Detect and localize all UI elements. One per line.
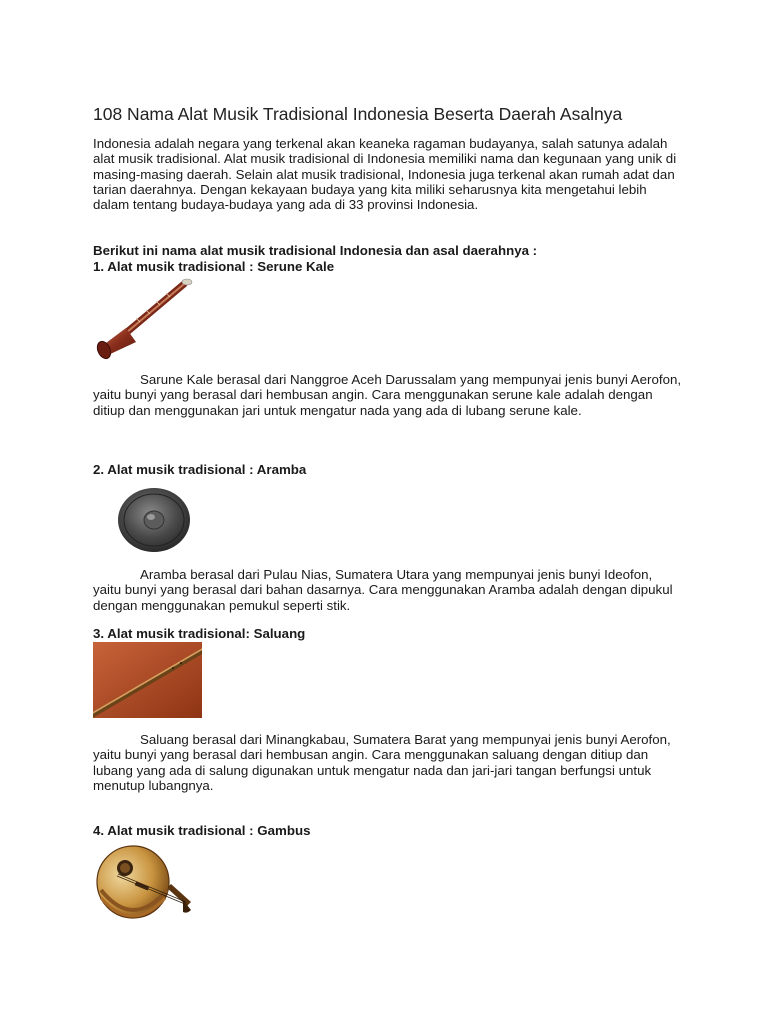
saluang-text: Saluang berasal dari Minangkabau, Sumatera Barat yang mempunyai jenis bunyi Aerofon, yaitu bunyi yang berasal dari hembusan angin. Cara menggunakan saluang dengan ditiup dan lubang yang ada di salung digunakan untuk mengatur nada dan jari-jari tangan berfungsi untuk menutup lubangnya. — [93, 732, 671, 793]
list-intro: Berikut ini nama alat musik tradisional Indonesia dan asal daerahnya : — [93, 243, 538, 258]
item-description-serune-kale — [93, 372, 683, 418]
saluang-flute-image — [93, 642, 202, 718]
aramba-gong-image — [110, 480, 200, 556]
item-heading-saluang: 3. Alat musik tradisional: Saluang — [93, 626, 306, 641]
intro-paragraph: Indonesia adalah negara yang terkenal akan keaneka ragaman budayanya, salah satunya adalah alat musik tradisional. Alat musik tradisional di Indonesia memiliki nama dan kegunaan yang unik di masing-masing daerah. Selain alat musik tradisional, Indonesia juga terkenal akan rumah adat dan tarian daerahnya. Dengan kekayaan budaya yang kita miliki seharusnya kita mengetahui lebih dalam tentang budaya-budaya yang ada di 33 provinsi Indonesia. — [93, 136, 677, 213]
item-heading-gambus: 4. Alat musik tradisional : Gambus — [93, 823, 311, 838]
gambus-lute-image — [95, 838, 195, 926]
aramba-text: Aramba berasal dari Pulau Nias, Sumatera Utara yang mempunyai jenis bunyi Ideofon, yaitu bunyi yang berasal dari bahan dasarnya. Cara menggunakan Aramba adalah dengan dipukul dengan menggunakan pemukul seperti stik. — [93, 567, 673, 613]
serune-kale-image — [96, 276, 198, 360]
item-heading-serune-kale: 1. Alat musik tradisional : Serune Kale — [93, 259, 335, 274]
serune-kale-text: Sarune Kale berasal dari Nanggroe Aceh Darussalam yang mempunyai jenis bunyi Aerofon, yaitu bunyi yang berasal dari hembusan angin. Cara menggunakan serune kale adalah dengan ditiup dan menggunakan jari untuk mengatur nada yang ada di lubang serune kale. — [93, 372, 682, 418]
item-heading-aramba: 2. Alat musik tradisional : Aramba — [93, 462, 307, 477]
page-title: 108 Nama Alat Musik Tradisional Indonesia Beserta Daerah Asalnya — [93, 104, 623, 124]
item-description-saluang — [93, 732, 683, 793]
item-description-aramba — [93, 567, 683, 613]
